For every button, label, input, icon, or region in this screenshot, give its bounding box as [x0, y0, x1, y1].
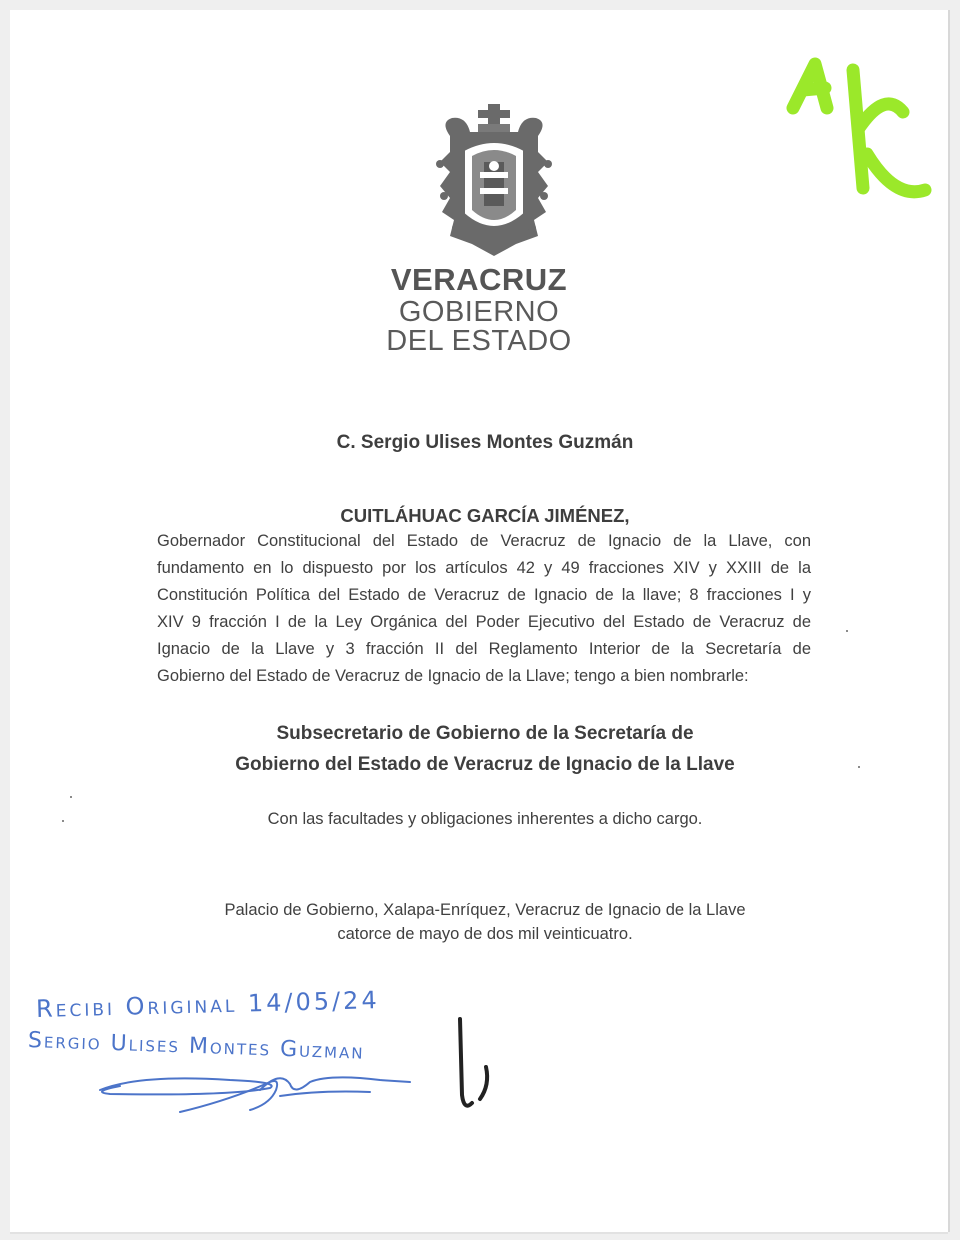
letterhead-line-2: GOBIERNO [398, 296, 560, 328]
handwritten-receipt-line-1: Recibi Original 14/05/24 [35, 986, 380, 1023]
place-and-date [10, 898, 948, 946]
paragraph-line: Gobernador Constitucional del Estado de Veracruz de Ignacio de la Llave, con [157, 532, 811, 550]
faculties-statement: Con las facultades y obligaciones inherentes a dicho cargo. [267, 810, 703, 828]
position-line-2: Gobierno del Estado de Veracruz de Ignacio de la Llave [235, 754, 735, 775]
letterhead-line-3: DEL ESTADO [386, 325, 572, 357]
scan-speck [858, 766, 860, 768]
paragraph-line: Gobierno del Estado de Veracruz de Ignacio de la Llave; tengo a bien nombrarle: [157, 667, 749, 685]
scan-speck [62, 820, 64, 822]
ink-mark [450, 1015, 500, 1125]
highlighter-initials [775, 50, 945, 210]
place-line: Palacio de Gobierno, Xalapa-Enríquez, Veracruz de Ignacio de la Llave [224, 901, 746, 919]
signature [80, 1060, 440, 1130]
letterhead-line-1: VERACRUZ [390, 262, 568, 297]
appointed-position [10, 718, 948, 780]
date-line: catorce de mayo de dos mil veinticuatro. [337, 925, 633, 943]
paragraph-line: fundamento en lo dispuesto por los artículos 42 y 49 fracciones XIV y XXIII de la [157, 559, 811, 577]
governor-name: CUITLÁHUAC GARCÍA JIMÉNEZ, [340, 505, 630, 526]
handwritten-receipt-line-2: Sergio Ulises Montes Guzman [27, 1028, 365, 1065]
document-page [10, 10, 948, 1232]
paragraph-line: Ignacio de la Llave y 3 fracción II del Reglamento Interior de la Secretaría de [157, 640, 811, 658]
scan-speck [70, 796, 72, 798]
appointment-paragraph [157, 528, 811, 690]
paragraph-line: Constitución Política del Estado de Veracruz de Ignacio de la llave; 8 fracciones I y [157, 586, 811, 604]
state-crest-icon [430, 102, 558, 260]
recipient-name: C. Sergio Ulises Montes Guzmán [336, 432, 634, 453]
scan-speck [846, 630, 848, 632]
paragraph-line: XIV 9 fracción I de la Ley Orgánica del Poder Ejecutivo del Estado de Veracruz de [157, 613, 811, 631]
position-line-1: Subsecretario de Gobierno de la Secretaría de [276, 723, 694, 744]
